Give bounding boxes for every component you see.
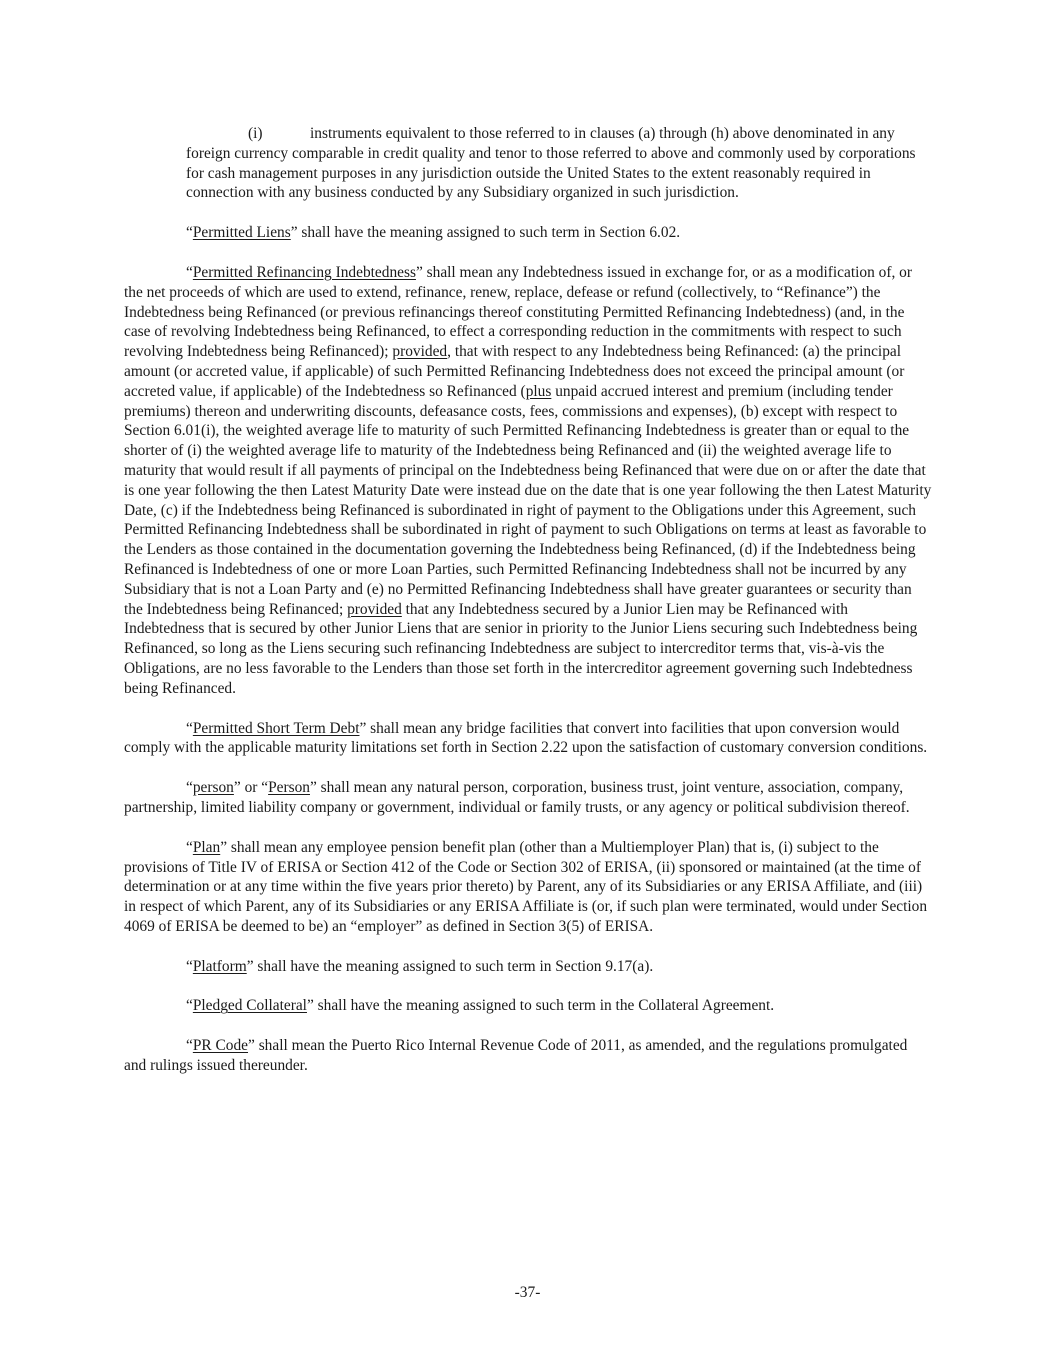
defined-term: Platform (192, 957, 247, 975)
quote-open: “ (186, 1037, 193, 1055)
quote-open: “ (186, 263, 193, 281)
definition-text: ” shall mean any Indebtedness issued in exchange for, or as a modification of, or the net proceeds of which are used to extend, refinance, renew, replace, defease or refund (collectively, to “Refinance”) the Indebtedness being Refinanced (or previous refinancings thereof constituting Permitted Refinancing Indebtedness) (and, in the case of revolving Indebtedness being Refinanced, to effect a corresponding reduction in the commitments with respect to such revolving Indebtedness being Refinanced); (124, 263, 912, 361)
quote-open: “ (186, 838, 193, 856)
definition-text: ” shall mean any bridge facilities that convert into facilities that upon conversion would comply with the applicable maturity limitations set forth in Section 2.22 upon the satisfaction of customary conversion conditions. (124, 719, 928, 757)
defined-term: Permitted Liens (192, 224, 291, 242)
definition-text: that any Indebtedness secured by a Junior Lien may be Refinanced with Indebtedness that is secured by other Junior Liens that are senior in priority to the Junior Liens securing such Indebtedness being Refinanced, so long as the Liens securing such refinancing Indebtedness are subject to intercreditor terms that, vis-à-vis the Obligations, are no less favorable to the Lenders than those set forth in the intercreditor agreement governing such Indebtedness being Refinanced. (124, 600, 918, 697)
quote-open: “ (186, 957, 193, 975)
definition-pr-code (124, 1036, 932, 1076)
clause-i (186, 124, 932, 203)
page-number: -37- (514, 1284, 541, 1301)
defined-term: Person (268, 779, 310, 797)
quote-open: “ (186, 719, 193, 737)
defined-term: Permitted Short Term Debt (192, 719, 360, 737)
quote-open: “ (186, 779, 193, 797)
provided-term: provided (392, 343, 448, 361)
definition-person (124, 778, 932, 818)
definition-text: , that with respect to any Indebtedness being Refinanced: (a) the principal amount (or accreted value, if applicable) of such Permitted Refinancing Indebtedness does not exceed the principal amount (or accreted value, if applicable) of the Indebtedness so Refinanced ( (124, 343, 905, 400)
definition-text: ” shall have the meaning assigned to such term in Section 6.02. (290, 224, 681, 242)
clause-text: instruments equivalent to those referred to in clauses (a) through (h) above denominated in any foreign currency comparable in credit quality and tenor to those referred to above and commonly used by corporations for cash management purposes in any jurisdiction outside the United States to the extent reasonably required in connection with any business conducted by any Subsidiary organized in such jurisdiction. (186, 125, 916, 202)
quote-open: “ (186, 997, 193, 1015)
provided-term: provided (347, 600, 402, 618)
quote-open: “ (186, 224, 193, 242)
clause-number: (i) (248, 125, 263, 142)
defined-term: PR Code (192, 1037, 249, 1055)
document-page (124, 124, 932, 1096)
definition-text: ” shall have the meaning assigned to such term in the Collateral Agreement. (306, 997, 775, 1015)
definition-text: ” shall have the meaning assigned to such term in Section 9.17(a). (246, 957, 654, 975)
definition-text: unpaid accrued interest and premium (including tender premiums) thereon and underwriting discounts, defeasance costs, fees, commissions and expenses), (b) except with respect to Section 6.01(i), the weighted average life to maturity of such Permitted Refinancing Indebtedness is greater than or equal to the shorter of (i) the weighted average life to maturity of the Indebtedness being Refinanced and (ii) the weighted average life to maturity that would result if all payments of principal on the Indebtedness being Refinanced that were due on or after the date that is one year following the then Latest Maturity Date were instead due on the date that is one year following the then Latest Maturity Date, (c) if the Indebtedness being Refinanced is subordinated in right of payment to the Obligations under this Agreement, such Permitted Refinancing Indebtedness shall be subordinated in right of payment to such Obligations on terms at least as favorable to the Lenders as those contained in the documentation governing the Indebtedness being Refinanced, (d) if the Indebtedness being Refinanced is Indebtedness of one or more Loan Parties, such Permitted Refinancing Indebtedness shall not be incurred by any Subsidiary that is not a Loan Party and (e) no Permitted Refinancing Indebtedness shall have greater guarantees or security than the Indebtedness being Refinanced; (124, 382, 932, 618)
defined-term: Plan (192, 838, 221, 856)
defined-term: Permitted Refinancing Indebtedness (192, 263, 416, 281)
defined-term: Pledged Collateral (192, 997, 307, 1015)
definition-text: ” shall mean the Puerto Rico Internal Revenue Code of 2011, as amended, and the regulations promulgated and rulings issued thereunder. (124, 1037, 908, 1075)
definition-permitted-short-term-debt (124, 719, 932, 759)
definition-plan (124, 838, 932, 937)
definition-text: ” shall mean any employee pension benefit plan (other than a Multiemployer Plan) that is, (i) subject to the provisions of Title IV of ERISA or Section 412 of the Code or Section 302 of ERISA, (ii) sponsored or maintained (at the time of determination or at any time within the five years prior thereto) by Parent, any of its Subsidiaries or any ERISA Affiliate, and (iii) in respect of which Parent, any of its Subsidiaries or any ERISA Affiliate is (or, if such plan were terminated, would under Section 4069 of ERISA be deemed to be) an “employer” as defined in Section 3(5) of ERISA. (124, 838, 928, 935)
definition-permitted-refinancing-indebtedness (124, 263, 932, 699)
definition-permitted-liens (124, 223, 932, 243)
term-separator: ” or “ (233, 779, 269, 797)
definition-platform (124, 957, 932, 977)
definition-pledged-collateral (124, 996, 932, 1016)
definition-text: ” shall mean any natural person, corporation, business trust, joint venture, association, company, partnership, limited liability company or government, individual or family trusts, or any agency or political subdivision thereof. (124, 779, 910, 816)
plus-term: plus (525, 382, 552, 400)
defined-term: person (192, 779, 234, 797)
